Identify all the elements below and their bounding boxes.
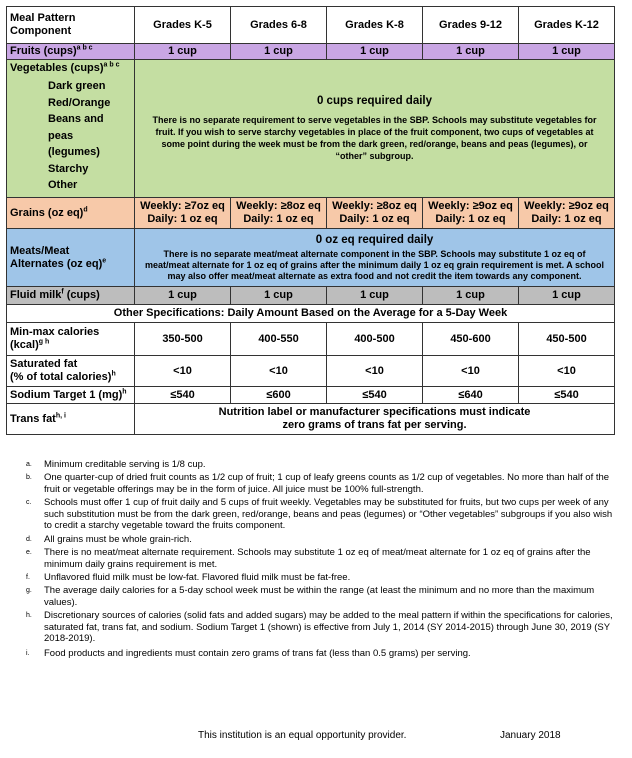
calories-value: 400-500 [327,323,423,356]
calories-value: 350-500 [135,323,231,356]
meal-pattern-table [6,6,615,435]
fruits-label: Fruits (cups)$^{a b c}$ [7,44,135,60]
header-grades-6-8: Grades 6-8 [231,7,327,44]
footnote: i. Food products and ingredients must contain zero grams of trans fat (less than 0.5 grams) per serving. [26,648,471,659]
meats-label: Meats/Meat Alternates (oz eq)$^e$ [7,229,135,287]
grains-value: Weekly: ≥9oz eq Daily: 1 oz eq [423,198,519,229]
calories-row [7,323,615,356]
footnote: e. There is no meat/meat alternate requirement. Schools may substitute 1 oz eq of meat/meat alternate for 1 oz eq of grains after the minimum daily grains requirement is met. [26,547,591,570]
transfat-requirement: Nutrition label or manufacturer specifications must indicate zero grams of trans fat per serving. [135,404,615,435]
veg-subgroup: Red/Orange [48,96,111,109]
calories-value: 450-600 [423,323,519,356]
milk-value: 1 cup [135,287,231,305]
grains-label: Grains (oz eq)$^d$ [7,198,135,229]
document-date: January 2018 [500,730,561,741]
equal-opportunity-statement: This institution is an equal opportunity provider. [198,730,407,741]
footnote: h. Discretionary sources of calories (solid fats and added sugars) may be added to the meal pattern if within the specifications for calories, saturated fat, trans fat, and sodium. Sodium Target 1 (shown) is effective from July 1, 2014 (SY 2014-2015) through June 30, 2019 (SY 2018-2019). [26,610,613,644]
vegetables-requirement [135,60,615,198]
grains-value: Weekly: ≥8oz eq Daily: 1 oz eq [231,198,327,229]
transfat-row [7,404,615,435]
vegetables-row [7,60,615,198]
milk-value: 1 cup [231,287,327,305]
fruits-value: 1 cup [231,44,327,60]
veg-subgroup: Starchy [48,162,89,175]
milk-value: 1 cup [423,287,519,305]
sodium-label: Sodium Target 1 (mg)$^h$ [7,387,135,404]
footnote: c. Schools must offer 1 cup of fruit daily and 5 cups of fruit weekly. Vegetables may be substituted for fruits, but two cups per week of any such substitution must be from the dark green, red/orange, beans and peas (legumes) or “Other vegetables” subgroups if you also wish to credit a starchy vegetable toward the fruits component. [26,497,613,531]
veg-subgroup: Beans and [48,113,104,125]
sodium-value: ≤640 [423,387,519,404]
calories-label: Min-max calories (kcal)$^{g h}$ [7,323,135,356]
footnote: b. One quarter-cup of dried fruit counts as 1/2 cup of fruit; 1 cup of leafy greens counts as 1/2 cup of vegetables. No more than half of the fruit or vegetable offerings may be in the form of juice. All juice must be 100% full-strength. [26,472,610,495]
fruits-row [7,44,615,60]
fruits-value: 1 cup [519,44,615,60]
satfat-value: <10 [231,356,327,387]
sodium-value: ≤600 [231,387,327,404]
fruits-value: 1 cup [423,44,519,60]
calories-value: 400-550 [231,323,327,356]
transfat-label: Trans fat$^{h, i}$ [7,404,135,435]
sodium-value: ≤540 [135,387,231,404]
veg-subgroup: peas [48,129,74,142]
meats-requirement [135,229,615,287]
grains-value: Weekly: ≥8oz eq Daily: 1 oz eq [327,198,423,229]
veg-subgroup: Other [48,179,78,191]
vegetables-label: Vegetables (cups)$^{a b c}$ Dark green Red/Orange Beans and peas (legumes) Starchy Other [7,60,135,198]
header-row [7,7,615,44]
satfat-label: Saturated fat (% of total calories)$^h$ [7,356,135,387]
satfat-value: <10 [519,356,615,387]
header-grades-k5: Grades K-5 [135,7,231,44]
header-grades-k8: Grades K-8 [327,7,423,44]
sodium-value: ≤540 [327,387,423,404]
footnote: a. Minimum creditable serving is 1/8 cup. [26,459,206,470]
milk-row [7,287,615,305]
satfat-value: <10 [135,356,231,387]
grains-value: Weekly: ≥9oz eq Daily: 1 oz eq [519,198,615,229]
veg-subgroup: (legumes) [48,146,100,158]
footnote: d. All grains must be whole grain-rich. [26,534,192,545]
satfat-row [7,356,615,387]
grains-value: Weekly: ≥7oz eq Daily: 1 oz eq [135,198,231,229]
header-grades-k12: Grades K-12 [519,7,615,44]
footnote: g. The average daily calories for a 5-day school week must be within the range (at least the minimum and no more than the maximum values). [26,585,595,608]
header-component: Meal Pattern Component [7,7,135,44]
meats-main: 0 oz eq required daily [315,233,434,246]
satfat-value: <10 [423,356,519,387]
milk-value: 1 cup [519,287,615,305]
meats-note: There is no separate meat/meat alternate component in the SBP. Schools may substitute 1 oz eq of meat/meat alternate for 1 oz eq of grains after the minimum daily 1 oz eq grain requirement is met. A school may also offer meat/meat alternate as extra food and not credit the item towards any component. [145,248,604,281]
vegetables-main: 0 cups required daily [316,95,433,107]
other-specs-heading: Other Specifications: Daily Amount Based on the Average for a 5-Day Week [7,305,615,323]
satfat-value: <10 [327,356,423,387]
meats-row [7,229,615,287]
calories-value: 450-500 [519,323,615,356]
header-grades-9-12: Grades 9-12 [423,7,519,44]
veg-subgroup: Dark green [48,80,106,92]
footnote: f. Unflavored fluid milk must be low-fat. Flavored fluid milk must be fat-free. [26,572,351,583]
milk-value: 1 cup [327,287,423,305]
milk-label: Fluid milk$^f$ (cups) [7,287,135,305]
sodium-value: ≤540 [519,387,615,404]
fruits-value: 1 cup [135,44,231,60]
vegetables-note: There is no separate requirement to serve vegetables in the SBP. Schools may substitute vegetables for fruit. If you wish to serve starchy vegetables in place of the fruit component, two cups of vegetables at some point during the week must be from the dark green, red/orange, beans and peas (legumes), or “other” subgroup. [152,115,597,161]
fruits-value: 1 cup [327,44,423,60]
sodium-row [7,387,615,404]
other-specs-row [7,305,615,323]
grains-row [7,198,615,229]
